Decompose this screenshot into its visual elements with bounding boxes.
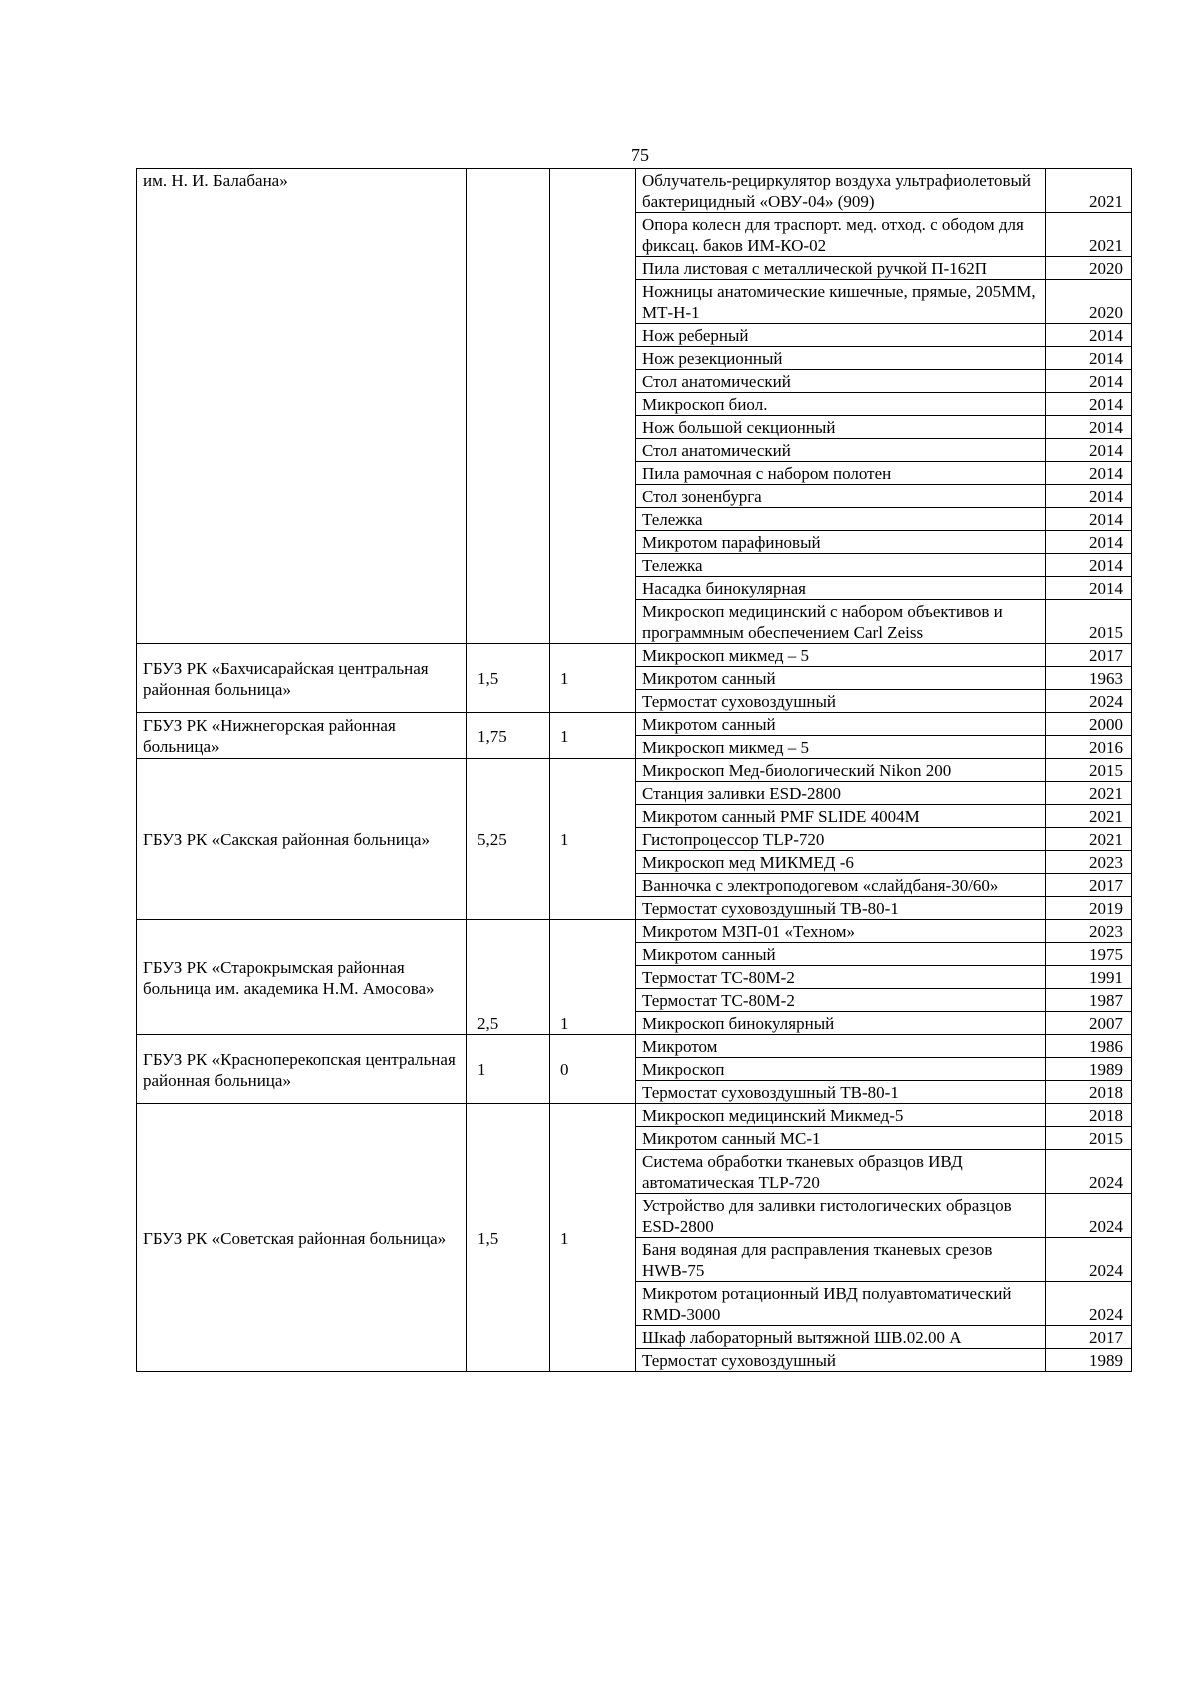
staff-count-cell: 1 bbox=[550, 1104, 636, 1372]
equipment-year-cell: 2014 bbox=[1046, 462, 1132, 485]
equipment-year-cell: 2014 bbox=[1046, 393, 1132, 416]
organization-cell: ГБУЗ РК «Красноперекопская центральная районная больница» bbox=[137, 1035, 467, 1104]
equipment-name-cell: Термостат суховоздушный bbox=[636, 690, 1046, 713]
equipment-year-cell: 2014 bbox=[1046, 577, 1132, 600]
equipment-year-cell: 2014 bbox=[1046, 531, 1132, 554]
equipment-name-cell: Нож большой секционный bbox=[636, 416, 1046, 439]
equipment-year-cell: 2007 bbox=[1046, 1012, 1132, 1035]
equipment-year-cell: 2017 bbox=[1046, 1326, 1132, 1349]
equipment-name-cell: Термостат суховоздушный ТВ-80-1 bbox=[636, 1081, 1046, 1104]
equipment-year-cell: 2014 bbox=[1046, 439, 1132, 462]
equipment-year-cell: 2015 bbox=[1046, 1127, 1132, 1150]
equipment-year-cell: 1987 bbox=[1046, 989, 1132, 1012]
equipment-year-cell: 2014 bbox=[1046, 370, 1132, 393]
equipment-name-cell: Микротом санный PMF SLIDE 4004M bbox=[636, 805, 1046, 828]
organization-cell: ГБУЗ РК «Сакская районная больница» bbox=[137, 759, 467, 920]
equipment-year-cell: 2020 bbox=[1046, 280, 1132, 324]
staff-count-cell bbox=[550, 169, 636, 644]
table-row bbox=[137, 1104, 1132, 1127]
staff-rate-cell: 1,5 bbox=[467, 644, 550, 713]
equipment-year-cell: 2024 bbox=[1046, 1150, 1132, 1194]
equipment-name-cell: Микроскоп Мед-биологический Nikon 200 bbox=[636, 759, 1046, 782]
table-row bbox=[137, 713, 1132, 736]
equipment-name-cell: Микроскоп микмед – 5 bbox=[636, 644, 1046, 667]
equipment-year-cell: 2000 bbox=[1046, 713, 1132, 736]
equipment-year-cell: 2024 bbox=[1046, 1238, 1132, 1282]
staff-rate-cell: 2,5 bbox=[467, 920, 550, 1035]
staff-count-cell: 1 bbox=[550, 759, 636, 920]
equipment-year-cell: 2024 bbox=[1046, 1194, 1132, 1238]
staff-count-cell: 1 bbox=[550, 644, 636, 713]
equipment-name-cell: Пила листовая с металлической ручкой П-162П bbox=[636, 257, 1046, 280]
table-row bbox=[137, 169, 1132, 213]
equipment-name-cell: Тележка bbox=[636, 508, 1046, 531]
organization-cell: ГБУЗ РК «Бахчисарайская центральная районная больница» bbox=[137, 644, 467, 713]
equipment-year-cell: 2021 bbox=[1046, 782, 1132, 805]
equipment-year-cell: 2017 bbox=[1046, 644, 1132, 667]
equipment-year-cell: 2017 bbox=[1046, 874, 1132, 897]
staff-rate-cell: 1,75 bbox=[467, 713, 550, 759]
equipment-name-cell: Микротом ротационный ИВД полуавтоматический RMD-3000 bbox=[636, 1282, 1046, 1326]
organization-cell: ГБУЗ РК «Советская районная больница» bbox=[137, 1104, 467, 1372]
equipment-year-cell: 2023 bbox=[1046, 851, 1132, 874]
equipment-name-cell: Микроскоп биол. bbox=[636, 393, 1046, 416]
organization-cell: ГБУЗ РК «Старокрымская районная больница им. академика Н.М. Амосова» bbox=[137, 920, 467, 1035]
equipment-name-cell: Ванночка с электроподогевом «слайдбаня-30/60» bbox=[636, 874, 1046, 897]
equipment-year-cell: 2014 bbox=[1046, 347, 1132, 370]
equipment-year-cell: 2018 bbox=[1046, 1104, 1132, 1127]
staff-count-cell: 1 bbox=[550, 920, 636, 1035]
table-row bbox=[137, 1035, 1132, 1058]
table-row bbox=[137, 759, 1132, 782]
equipment-name-cell: Баня водяная для расправления тканевых срезов HWB-75 bbox=[636, 1238, 1046, 1282]
equipment-year-cell: 2016 bbox=[1046, 736, 1132, 759]
equipment-year-cell: 1989 bbox=[1046, 1058, 1132, 1081]
equipment-year-cell: 2014 bbox=[1046, 554, 1132, 577]
equipment-name-cell: Микроскоп микмед – 5 bbox=[636, 736, 1046, 759]
equipment-year-cell: 2014 bbox=[1046, 485, 1132, 508]
equipment-year-cell: 2014 bbox=[1046, 416, 1132, 439]
equipment-name-cell: Микротом санный bbox=[636, 713, 1046, 736]
equipment-name-cell: Термостат суховоздушный bbox=[636, 1349, 1046, 1372]
equipment-name-cell: Микротом санный bbox=[636, 943, 1046, 966]
equipment-table-body bbox=[137, 169, 1132, 1372]
staff-rate-cell bbox=[467, 169, 550, 644]
equipment-year-cell: 2024 bbox=[1046, 1282, 1132, 1326]
table-row bbox=[137, 920, 1132, 943]
equipment-year-cell: 2015 bbox=[1046, 759, 1132, 782]
equipment-name-cell: Микротом санный МС-1 bbox=[636, 1127, 1046, 1150]
equipment-name-cell: Микроскоп мед МИКМЕД -6 bbox=[636, 851, 1046, 874]
equipment-year-cell: 2015 bbox=[1046, 600, 1132, 644]
equipment-name-cell: Нож реберный bbox=[636, 324, 1046, 347]
equipment-name-cell: Нож резекционный bbox=[636, 347, 1046, 370]
equipment-year-cell: 2020 bbox=[1046, 257, 1132, 280]
equipment-year-cell: 2018 bbox=[1046, 1081, 1132, 1104]
equipment-name-cell: Станция заливки ESD-2800 bbox=[636, 782, 1046, 805]
equipment-name-cell: Опора колесн для траспорт. мед. отход. с ободом для фиксац. баков ИМ-КО-02 bbox=[636, 213, 1046, 257]
equipment-name-cell: Насадка бинокулярная bbox=[636, 577, 1046, 600]
page-number: 75 bbox=[631, 145, 649, 165]
equipment-name-cell: Система обработки тканевых образцов ИВД автоматическая TLP-720 bbox=[636, 1150, 1046, 1194]
equipment-name-cell: Стол зоненбурга bbox=[636, 485, 1046, 508]
equipment-name-cell: Стол анатомический bbox=[636, 370, 1046, 393]
staff-count-cell: 0 bbox=[550, 1035, 636, 1104]
equipment-year-cell: 1989 bbox=[1046, 1349, 1132, 1372]
equipment-name-cell: Тележка bbox=[636, 554, 1046, 577]
equipment-year-cell: 2021 bbox=[1046, 169, 1132, 213]
equipment-name-cell: Микроскоп bbox=[636, 1058, 1046, 1081]
equipment-name-cell: Пила рамочная с набором полотен bbox=[636, 462, 1046, 485]
equipment-year-cell: 2021 bbox=[1046, 828, 1132, 851]
equipment-name-cell: Микроскоп медицинский с набором объективов и программным обеспечением Carl Zeiss bbox=[636, 600, 1046, 644]
equipment-name-cell: Термостат ТС-80М-2 bbox=[636, 966, 1046, 989]
equipment-name-cell: Микротом МЗП-01 «Техном» bbox=[636, 920, 1046, 943]
equipment-name-cell: Микроскоп бинокулярный bbox=[636, 1012, 1046, 1035]
staff-rate-cell: 1 bbox=[467, 1035, 550, 1104]
equipment-name-cell: Микроскоп медицинский Микмед-5 bbox=[636, 1104, 1046, 1127]
equipment-year-cell: 2023 bbox=[1046, 920, 1132, 943]
equipment-name-cell: Стол анатомический bbox=[636, 439, 1046, 462]
equipment-name-cell: Устройство для заливки гистологических образцов ESD-2800 bbox=[636, 1194, 1046, 1238]
equipment-name-cell: Шкаф лабораторный вытяжной ШВ.02.00 А bbox=[636, 1326, 1046, 1349]
equipment-year-cell: 1963 bbox=[1046, 667, 1132, 690]
table-row bbox=[137, 644, 1132, 667]
equipment-year-cell: 2014 bbox=[1046, 508, 1132, 531]
organization-cell: ГБУЗ РК «Нижнегорская районная больница» bbox=[137, 713, 467, 759]
equipment-year-cell: 2019 bbox=[1046, 897, 1132, 920]
equipment-name-cell: Микротом парафиновый bbox=[636, 531, 1046, 554]
equipment-name-cell: Термостат суховоздушный ТВ-80-1 bbox=[636, 897, 1046, 920]
equipment-name-cell: Ножницы анатомические кишечные, прямые, 205ММ, МТ-Н-1 bbox=[636, 280, 1046, 324]
equipment-year-cell: 1986 bbox=[1046, 1035, 1132, 1058]
equipment-name-cell: Термостат ТС-80М-2 bbox=[636, 989, 1046, 1012]
equipment-year-cell: 1991 bbox=[1046, 966, 1132, 989]
equipment-year-cell: 2021 bbox=[1046, 805, 1132, 828]
equipment-name-cell: Микротом bbox=[636, 1035, 1046, 1058]
equipment-year-cell: 2024 bbox=[1046, 690, 1132, 713]
staff-rate-cell: 5,25 bbox=[467, 759, 550, 920]
organization-cell: им. Н. И. Балабана» bbox=[137, 169, 467, 644]
equipment-name-cell: Облучатель-рециркулятор воздуха ультрафиолетовый бактерицидный «ОВУ-04» (909) bbox=[636, 169, 1046, 213]
equipment-year-cell: 2014 bbox=[1046, 324, 1132, 347]
equipment-table bbox=[136, 168, 1132, 1372]
equipment-name-cell: Микротом санный bbox=[636, 667, 1046, 690]
equipment-name-cell: Гистопроцессор TLP-720 bbox=[636, 828, 1046, 851]
staff-rate-cell: 1,5 bbox=[467, 1104, 550, 1372]
equipment-year-cell: 2021 bbox=[1046, 213, 1132, 257]
equipment-year-cell: 1975 bbox=[1046, 943, 1132, 966]
staff-count-cell: 1 bbox=[550, 713, 636, 759]
